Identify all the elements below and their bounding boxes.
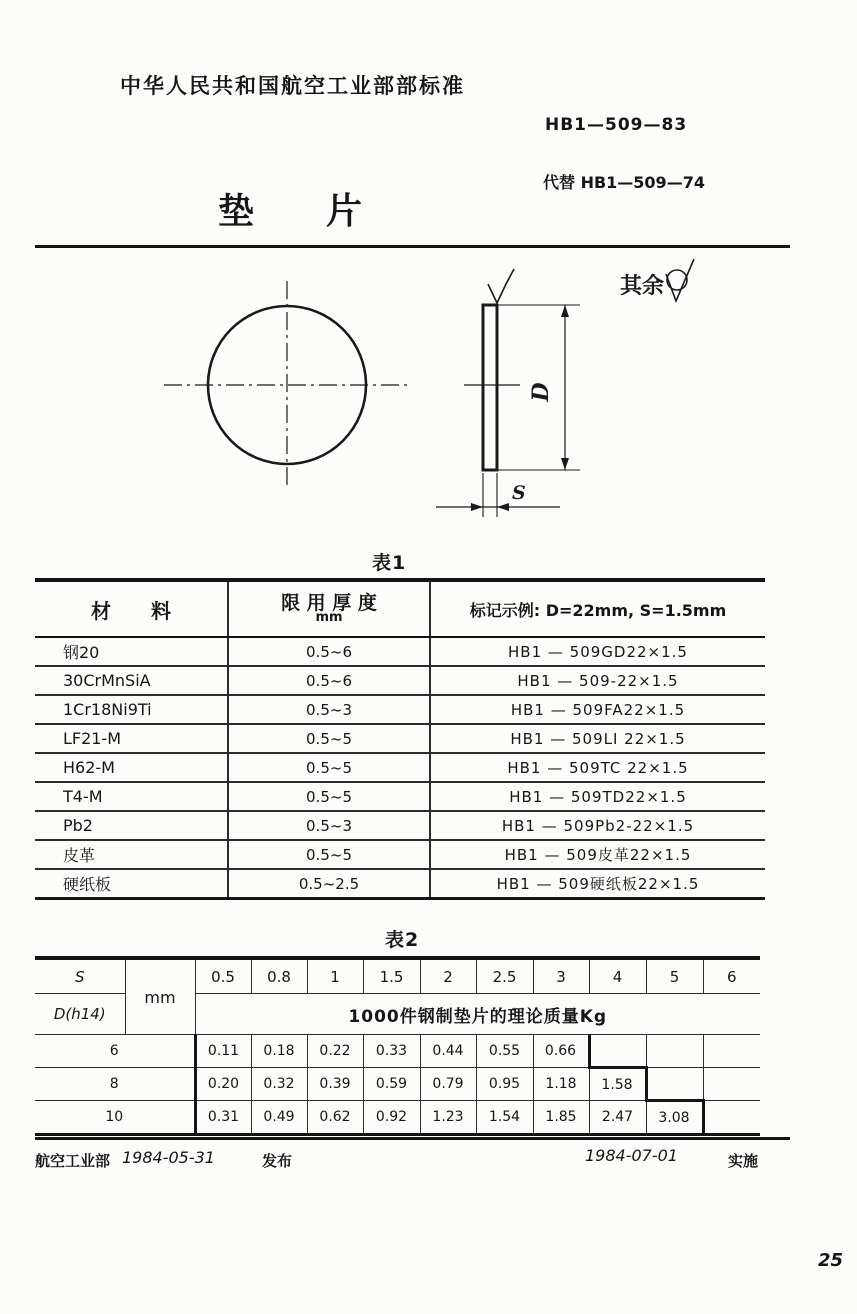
mass-cell: 1.54	[476, 1101, 533, 1135]
ministry-standard-heading: 中华人民共和国航空工业部部标准	[120, 74, 465, 98]
table-row	[35, 666, 765, 695]
mass-cell-empty	[703, 1101, 760, 1135]
mass-cell: 0.18	[251, 1035, 307, 1068]
mass-cell: 1.85	[533, 1101, 589, 1135]
surface-finish-icon	[488, 269, 514, 303]
mass-cell: 0.49	[251, 1101, 307, 1135]
material-cell: Pb2	[35, 811, 228, 840]
table-row	[35, 695, 765, 724]
material-cell: LF21-M	[35, 724, 228, 753]
arrowhead-down	[561, 458, 569, 470]
rest-surface-finish-icon	[666, 259, 694, 301]
mass-cell: 3.08	[646, 1101, 703, 1135]
example-cell: HB1 — 509TC 22×1.5	[430, 753, 765, 782]
example-cell: HB1 — 509GD22×1.5	[430, 637, 765, 666]
standard-number: HB1—509—83	[545, 115, 688, 135]
example-cell: HB1 — 509Pb2-22×1.5	[430, 811, 765, 840]
s-value-header: 1.5	[363, 958, 420, 994]
table2-caption: 表2	[385, 929, 420, 951]
example-cell: HB1 — 509TD22×1.5	[430, 782, 765, 811]
material-cell: 1Cr18Ni9Ti	[35, 695, 228, 724]
mass-cell: 0.39	[307, 1068, 363, 1101]
table1-header-thickness-text: 限 用 厚 度	[281, 592, 377, 614]
mass-cell: 1.23	[420, 1101, 476, 1135]
table2-header-row-s	[35, 958, 760, 994]
d-value-cell: 6	[35, 1035, 195, 1068]
s-value-header: 1	[307, 958, 363, 994]
arrowhead-right	[471, 503, 483, 511]
mass-cell-empty	[703, 1035, 760, 1068]
s-value-header: 4	[589, 958, 646, 994]
thickness-cell: 0.5~5	[228, 724, 430, 753]
mass-cell: 0.55	[476, 1035, 533, 1068]
replaces-standard: 代替 HB1—509—74	[543, 173, 705, 192]
thickness-cell: 0.5~6	[228, 637, 430, 666]
rest-surfaces-note: 其余	[620, 274, 665, 299]
mass-cell: 1.58	[589, 1068, 646, 1101]
mass-cell: 0.44	[420, 1035, 476, 1068]
table1-header-thickness-unit: mm	[315, 610, 343, 625]
thickness-cell: 0.5~3	[228, 695, 430, 724]
dim-d-label: D	[528, 382, 554, 402]
gasket-drawing	[140, 255, 820, 545]
footer-divider	[35, 1137, 790, 1140]
example-cell: HB1 — 509LI 22×1.5	[430, 724, 765, 753]
mass-note-cell: 1000件钢制垫片的理论质量Kg	[195, 994, 760, 1035]
table1-header-example: 标记示例: D=22mm, S=1.5mm	[430, 580, 765, 637]
mass-cell: 0.31	[195, 1101, 251, 1135]
mass-cell-empty	[646, 1068, 703, 1101]
footer-issue-date: 1984-05-31	[122, 1148, 215, 1167]
d-label-cell: D(h14)	[35, 994, 125, 1035]
table1-header-row	[35, 580, 765, 637]
mass-cell: 0.22	[307, 1035, 363, 1068]
footer-effective-date: 1984-07-01	[585, 1146, 678, 1165]
dim-s-label: S	[512, 482, 526, 504]
mass-cell: 0.66	[533, 1035, 589, 1068]
thickness-cell: 0.5~6	[228, 666, 430, 695]
thickness-cell: 0.5~3	[228, 811, 430, 840]
table1-header-thickness	[228, 580, 430, 637]
material-cell: 钢20	[35, 637, 228, 666]
page-title: 垫 片	[218, 191, 363, 232]
gasket-side-view	[483, 305, 497, 470]
footer-issuer: 航空工业部	[35, 1152, 111, 1170]
d-value-cell: 8	[35, 1068, 195, 1101]
page-number: 25	[818, 1250, 844, 1271]
s-value-header: 0.8	[251, 958, 307, 994]
s-value-header: 2.5	[476, 958, 533, 994]
example-cell: HB1 — 509皮革22×1.5	[430, 840, 765, 869]
material-cell: 30CrMnSiA	[35, 666, 228, 695]
material-cell: H62-M	[35, 753, 228, 782]
mass-cell-empty	[646, 1035, 703, 1068]
table-row	[35, 869, 765, 899]
table-row	[35, 1068, 760, 1101]
footer-effective-label: 实施	[728, 1152, 759, 1170]
mass-cell: 0.59	[363, 1068, 420, 1101]
mass-cell: 0.32	[251, 1068, 307, 1101]
mass-cell: 0.92	[363, 1101, 420, 1135]
thickness-cell: 0.5~5	[228, 753, 430, 782]
table-row	[35, 1101, 760, 1135]
mass-cell-empty	[703, 1068, 760, 1101]
mass-cell: 0.62	[307, 1101, 363, 1135]
s-value-header: 2	[420, 958, 476, 994]
mass-cell-empty	[589, 1035, 646, 1068]
s-value-header: 3	[533, 958, 589, 994]
s-value-header: 0.5	[195, 958, 251, 994]
material-cell: 硬纸板	[35, 869, 228, 899]
footer-issue-label: 发布	[262, 1152, 293, 1170]
thickness-cell: 0.5~5	[228, 840, 430, 869]
table1-caption: 表1	[372, 552, 407, 574]
table-row	[35, 637, 765, 666]
title-divider	[35, 245, 790, 248]
s-label-cell: S	[35, 958, 125, 994]
mass-cell: 0.95	[476, 1068, 533, 1101]
material-cell: 皮革	[35, 840, 228, 869]
unit-cell: mm	[125, 958, 195, 1035]
mass-cell: 0.11	[195, 1035, 251, 1068]
example-cell: HB1 — 509硬纸板22×1.5	[430, 869, 765, 899]
example-cell: HB1 — 509FA22×1.5	[430, 695, 765, 724]
mass-cell: 0.20	[195, 1068, 251, 1101]
s-value-header: 5	[646, 958, 703, 994]
table-row	[35, 782, 765, 811]
thickness-cell: 0.5~2.5	[228, 869, 430, 899]
table2-mass	[35, 956, 760, 1136]
table-row	[35, 1035, 760, 1068]
mass-cell: 0.79	[420, 1068, 476, 1101]
mass-cell: 0.33	[363, 1035, 420, 1068]
arrowhead-up	[561, 305, 569, 317]
table-row	[35, 840, 765, 869]
mass-cell: 1.18	[533, 1068, 589, 1101]
table-row	[35, 753, 765, 782]
table1-materials	[35, 578, 765, 900]
d-value-cell: 10	[35, 1101, 195, 1135]
table1-header-material: 材 料	[35, 580, 228, 637]
thickness-cell: 0.5~5	[228, 782, 430, 811]
example-cell: HB1 — 509-22×1.5	[430, 666, 765, 695]
mass-cell: 2.47	[589, 1101, 646, 1135]
arrowhead-left	[497, 503, 509, 511]
table-row	[35, 724, 765, 753]
s-value-header: 6	[703, 958, 760, 994]
material-cell: T4-M	[35, 782, 228, 811]
table-row	[35, 811, 765, 840]
